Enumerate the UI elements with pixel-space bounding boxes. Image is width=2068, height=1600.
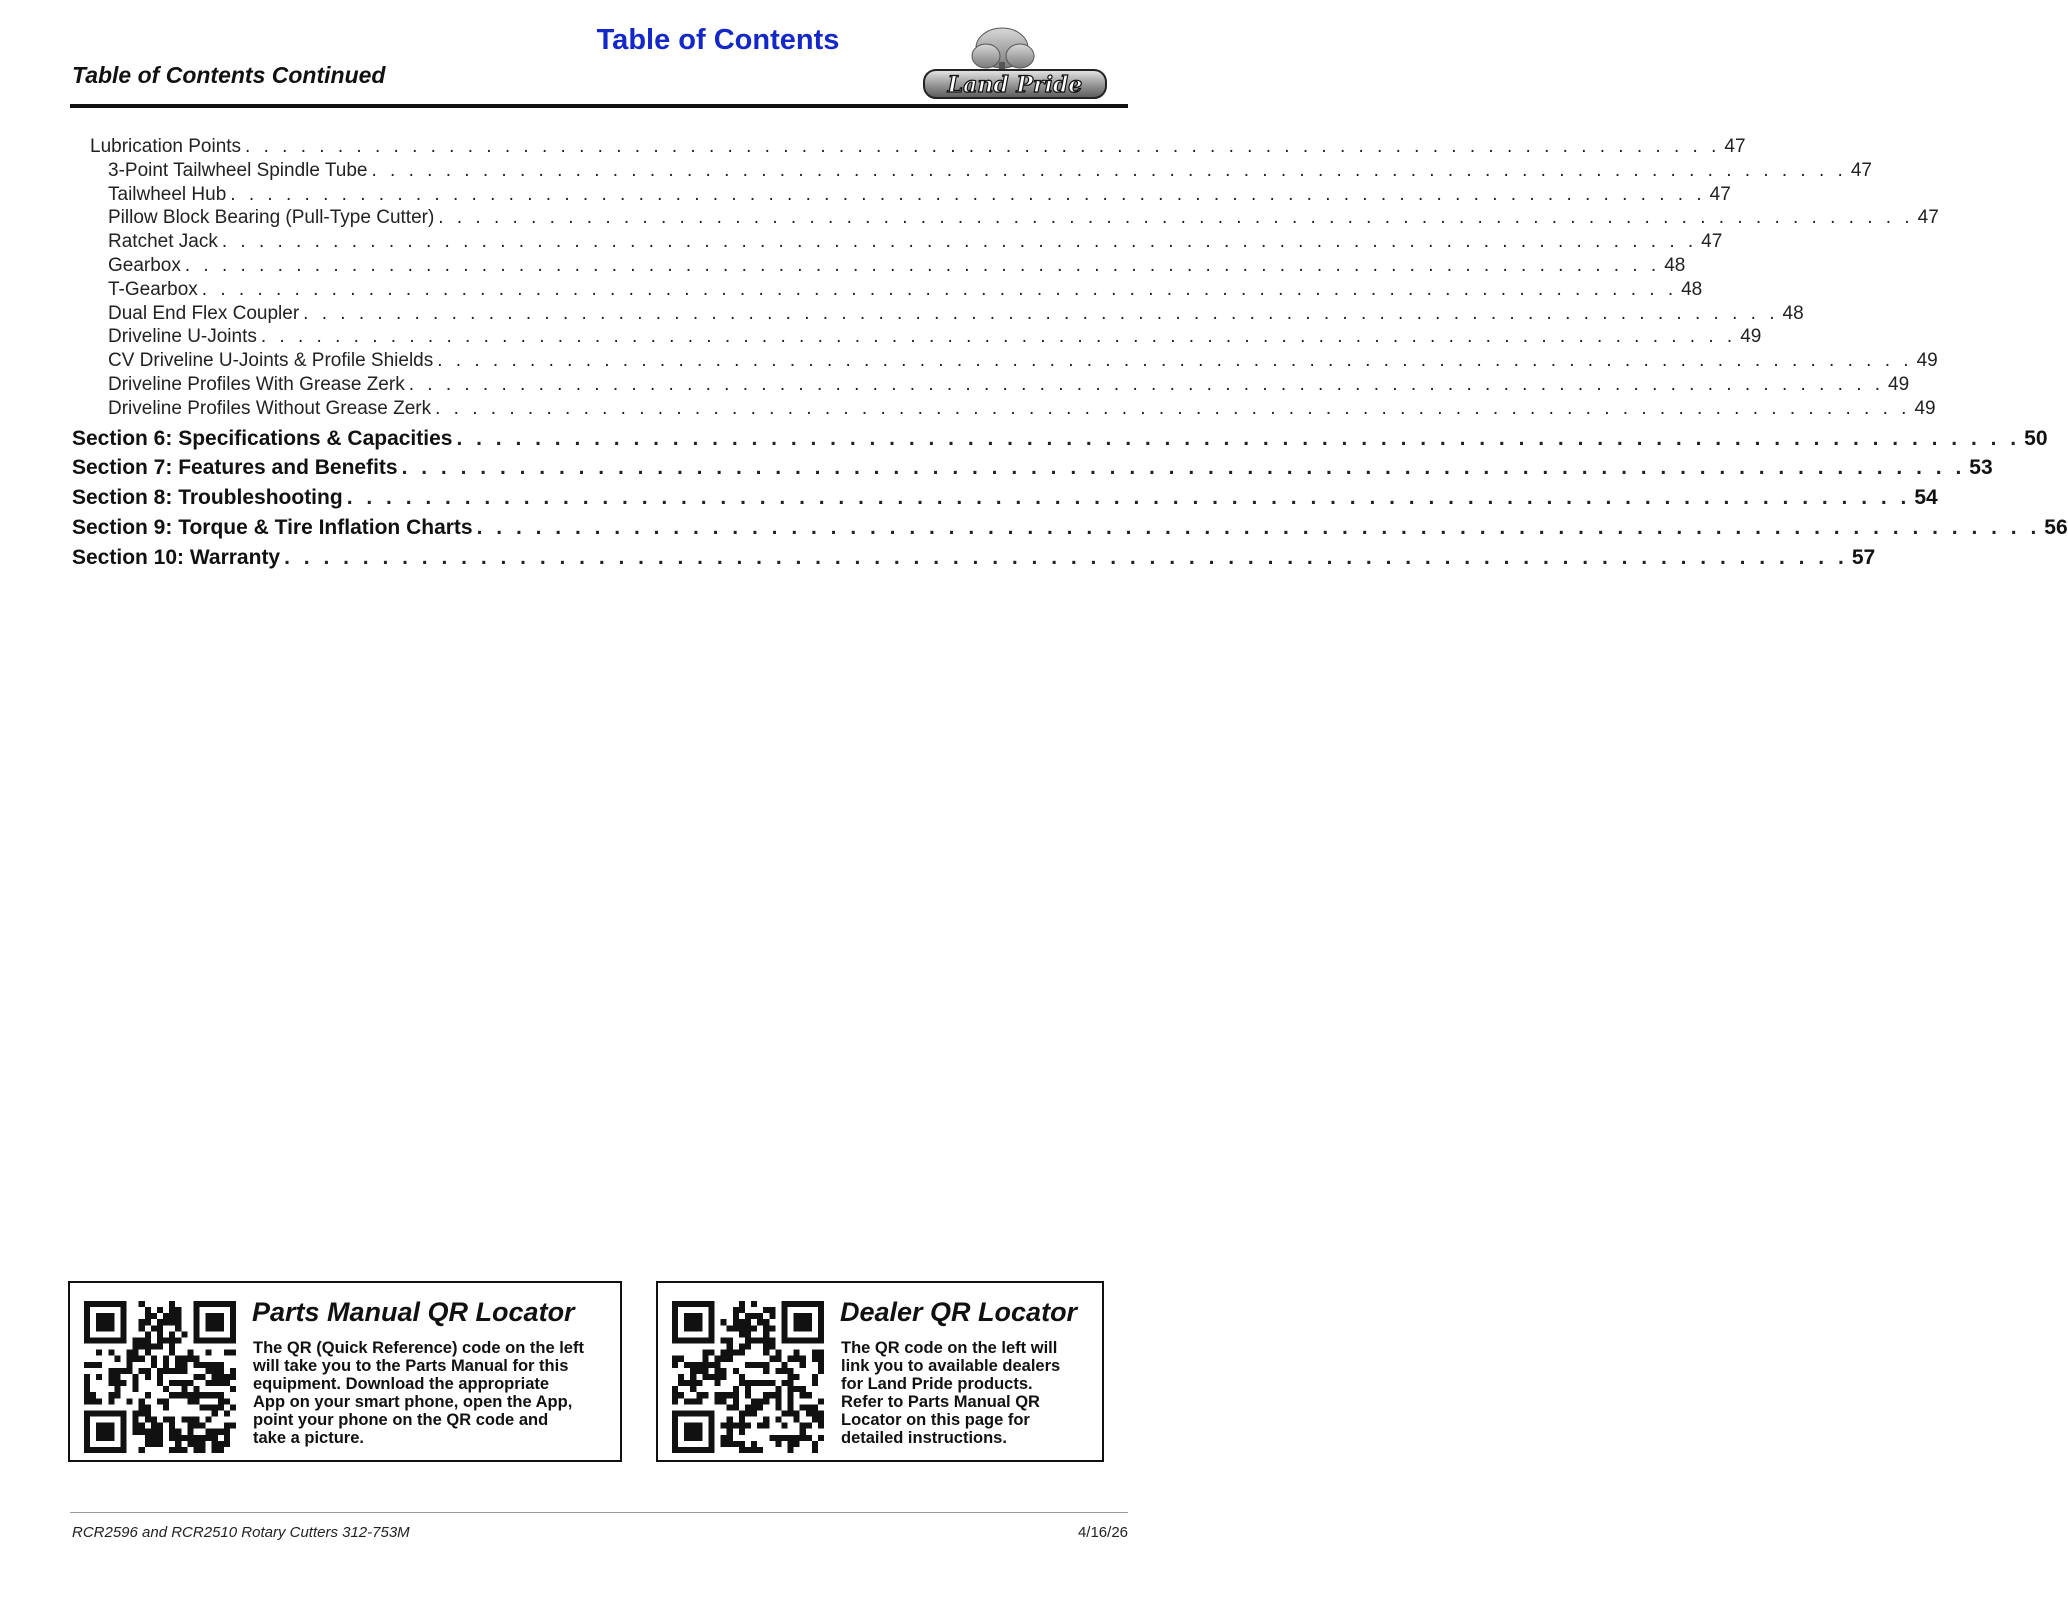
toc-leader-dots: . . . . . . . . . . . . . . . . . . . . . . . . . . . . . . . . . . . . . . . . . . . . . . . . . . . . . . . . . . . . . . . . . . . . . . . . . . . . . . . . [260, 326, 1737, 348]
toc-leader-dots: . . . . . . . . . . . . . . . . . . . . . . . . . . . . . . . . . . . . . . . . . . . . . . . . . . . . . . . . . . . . . . . . . . . . . . . . . . . . . . . . [201, 278, 1678, 300]
toc-page-number: 48 [1681, 278, 1703, 300]
dealer-qr-description [841, 1339, 1060, 1447]
toc-entry-label: Driveline Profiles Without Grease Zerk [108, 397, 432, 419]
qr-description-line: take a picture. [253, 1429, 364, 1447]
toc-leader-dots: . . . . . . . . . . . . . . . . . . . . . . . . . . . . . . . . . . . . . . . . . . . . . . . . . . . . . . . . . . . . . . . . . . . . . . . . . . . . . . . . [437, 350, 1913, 372]
toc-leader-dots: . . . . . . . . . . . . . . . . . . . . . . . . . . . . . . . . . . . . . . . . . . . . . . . . . . . . . . . . . . . . . . . . . . . . . . . . . . . . . . . . [346, 486, 1911, 510]
toc-page-number: 49 [1916, 350, 1938, 372]
toc-entry-label: Ratchet Jack [108, 231, 218, 253]
page-title: Table of Contents [596, 24, 840, 56]
toc-leader-dots: . . . . . . . . . . . . . . . . . . . . . . . . . . . . . . . . . . . . . . . . . . . . . . . . . . . . . . . . . . . . . . . . . . . . . . . . . . . . . . . . [408, 374, 1885, 395]
toc-page-number: 47 [1917, 207, 1939, 229]
toc-page-number: 49 [1914, 397, 1936, 419]
qr-description-line: for Land Pride products. [841, 1375, 1033, 1393]
toc-entry[interactable] [108, 183, 1731, 206]
toc-entry[interactable] [108, 326, 1762, 348]
toc-entry[interactable] [108, 397, 1936, 420]
toc-page-number: 49 [1888, 374, 1910, 395]
land-pride-logo [920, 26, 1116, 106]
toc-page-number: 47 [1701, 231, 1723, 253]
toc-page-number: 56 [2044, 516, 2068, 539]
toc-entry-label: 3-Point Tailwheel Spindle Tube [108, 159, 368, 181]
toc-leader-dots: . . . . . . . . . . . . . . . . . . . . . . . . . . . . . . . . . . . . . . . . . . . . . . . . . . . . . . . . . . . . . . . . . . . . . . . . . . . . . . . . [371, 159, 1847, 181]
toc-entry[interactable] [108, 207, 1939, 229]
dealer-qr-code[interactable] [672, 1301, 824, 1453]
toc-entry-label: CV Driveline U-Joints & Profile Shields [108, 350, 434, 372]
toc-leader-dots: . . . . . . . . . . . . . . . . . . . . . . . . . . . . . . . . . . . . . . . . . . . . . . . . . . . . . . . . . . . . . . . . . . . . . . . . . . . . . . . . [435, 397, 1911, 419]
qr-description-line: detailed instructions. [841, 1429, 1007, 1447]
toc-entry-label: Dual End Flex Coupler [108, 302, 300, 324]
dealer-qr-title: Dealer QR Locator [840, 1297, 1078, 1327]
toc-page-number: 54 [1914, 486, 1938, 510]
toc-leader-dots: . . . . . . . . . . . . . . . . . . . . . . . . . . . . . . . . . . . . . . . . . . . . . . . . . . . . . . . . . . . . . . . . . . . . . . . . . . . . . . . . [245, 136, 1721, 157]
toc-entry[interactable] [108, 255, 1686, 277]
toc-leader-dots: . . . . . . . . . . . . . . . . . . . . . . . . . . . . . . . . . . . . . . . . . . . . . . . . . . . . . . . . . . . . . . . . . . . . . . . . . . . . . . . . [401, 456, 1966, 480]
toc-page-number: 47 [1709, 183, 1731, 205]
toc-leader-dots: . . . . . . . . . . . . . . . . . . . . . . . . . . . . . . . . . . . . . . . . . . . . . . . . . . . . . . . . . . . . . . . . . . . . . . . . . . . . . . . . [456, 426, 2021, 450]
qr-description-line: link you to available dealers [841, 1357, 1061, 1375]
toc-leader-dots: . . . . . . . . . . . . . . . . . . . . . . . . . . . . . . . . . . . . . . . . . . . . . . . . . . . . . . . . . . . . . . . . . . . . . . . . . . . . . . . . [221, 231, 1698, 253]
toc-page-number: 49 [1740, 326, 1762, 348]
toc-leader-dots: . . . . . . . . . . . . . . . . . . . . . . . . . . . . . . . . . . . . . . . . . . . . . . . . . . . . . . . . . . . . . . . . . . . . . . . . . . . . . . . . [184, 255, 1661, 276]
toc-page-number: 50 [2024, 426, 2048, 450]
footer-document-title: RCR2596 and RCR2510 Rotary Cutters 312-753M [72, 1524, 410, 1541]
toc-entry[interactable] [108, 231, 1723, 253]
toc-page-number: 57 [1851, 545, 1876, 569]
toc-page-number: 48 [1664, 255, 1686, 276]
parts-manual-qr-title: Parts Manual QR Locator [252, 1297, 575, 1327]
toc-entry-label: Driveline U-Joints [108, 326, 257, 348]
toc-page-number: 47 [1724, 136, 1746, 157]
toc-leader-dots: . . . . . . . . . . . . . . . . . . . . . . . . . . . . . . . . . . . . . . . . . . . . . . . . . . . . . . . . . . . . . . . . . . . . . . . . . . . . . . . . [230, 183, 1706, 205]
toc-entry[interactable] [108, 374, 1910, 396]
toc-entry[interactable] [108, 302, 1804, 325]
footer-date: 4/16/26 [1077, 1524, 1128, 1541]
qr-description-line: will take you to the Parts Manual for this [253, 1357, 569, 1375]
toc-entry-label: T-Gearbox [108, 278, 198, 300]
toc-section-entry[interactable] [72, 426, 2048, 451]
qr-description-line: The QR (Quick Reference) code on the left [253, 1339, 584, 1357]
dealer-qr-box [656, 1281, 1104, 1462]
toc-entry-label: Section 8: Troubleshooting [72, 486, 343, 510]
toc-entry-label: Lubrication Points [90, 136, 242, 157]
toc-entry-label: Driveline Profiles With Grease Zerk [108, 374, 405, 395]
toc-leader-dots: . . . . . . . . . . . . . . . . . . . . . . . . . . . . . . . . . . . . . . . . . . . . . . . . . . . . . . . . . . . . . . . . . . . . . . . . . . . . . . . . [284, 545, 1848, 569]
parts-manual-qr-box [68, 1281, 622, 1462]
toc-page-number: 47 [1850, 159, 1872, 181]
logo-text: Land Pride [947, 72, 1083, 98]
qr-description-line: The QR code on the left will [841, 1339, 1058, 1357]
qr-description-line: App on your smart phone, open the App, [253, 1393, 573, 1411]
toc-entry[interactable] [90, 136, 1746, 158]
toc-entry-label: Tailwheel Hub [108, 183, 227, 205]
toc-leader-dots: . . . . . . . . . . . . . . . . . . . . . . . . . . . . . . . . . . . . . . . . . . . . . . . . . . . . . . . . . . . . . . . . . . . . . . . . . . . . . . . . [303, 302, 1779, 324]
toc-section-entry[interactable] [72, 456, 1993, 480]
toc-entry-label: Section 10: Warranty [72, 545, 281, 569]
toc-entry-label: Section 7: Features and Benefits [72, 456, 398, 480]
toc-entry-label: Section 9: Torque & Tire Inflation Charts [72, 516, 473, 539]
toc-entry-label: Section 6: Specifications & Capacities [72, 426, 453, 450]
footer-rule [70, 1512, 1128, 1513]
qr-description-line: Refer to Parts Manual QR [841, 1393, 1040, 1411]
toc-entry-label: Pillow Block Bearing (Pull-Type Cutter) [108, 207, 435, 229]
toc-section-entry[interactable] [72, 486, 1938, 510]
toc-section-entry[interactable] [72, 516, 2068, 540]
qr-description-line: Locator on this page for [841, 1411, 1030, 1429]
parts-manual-qr-code[interactable] [84, 1301, 236, 1453]
toc-entry[interactable] [108, 350, 1938, 372]
toc-leader-dots: . . . . . . . . . . . . . . . . . . . . . . . . . . . . . . . . . . . . . . . . . . . . . . . . . . . . . . . . . . . . . . . . . . . . . . . . . . . . . . . . [476, 516, 2041, 539]
qr-description-line: point your phone on the QR code and [253, 1411, 549, 1429]
toc-page-number: 48 [1782, 302, 1804, 324]
page-subtitle: Table of Contents Continued [72, 62, 386, 88]
parts-manual-qr-description [253, 1339, 584, 1447]
toc-entry[interactable] [108, 278, 1703, 301]
toc-entry[interactable] [108, 159, 1872, 182]
toc-leader-dots: . . . . . . . . . . . . . . . . . . . . . . . . . . . . . . . . . . . . . . . . . . . . . . . . . . . . . . . . . . . . . . . . . . . . . . . . . . . . . . . . [438, 207, 1914, 229]
toc-page-number: 53 [1969, 456, 1993, 480]
toc-section-entry[interactable] [72, 545, 1876, 570]
toc-entry-label: Gearbox [108, 255, 181, 276]
qr-description-line: equipment. Download the appropriate [253, 1375, 550, 1393]
